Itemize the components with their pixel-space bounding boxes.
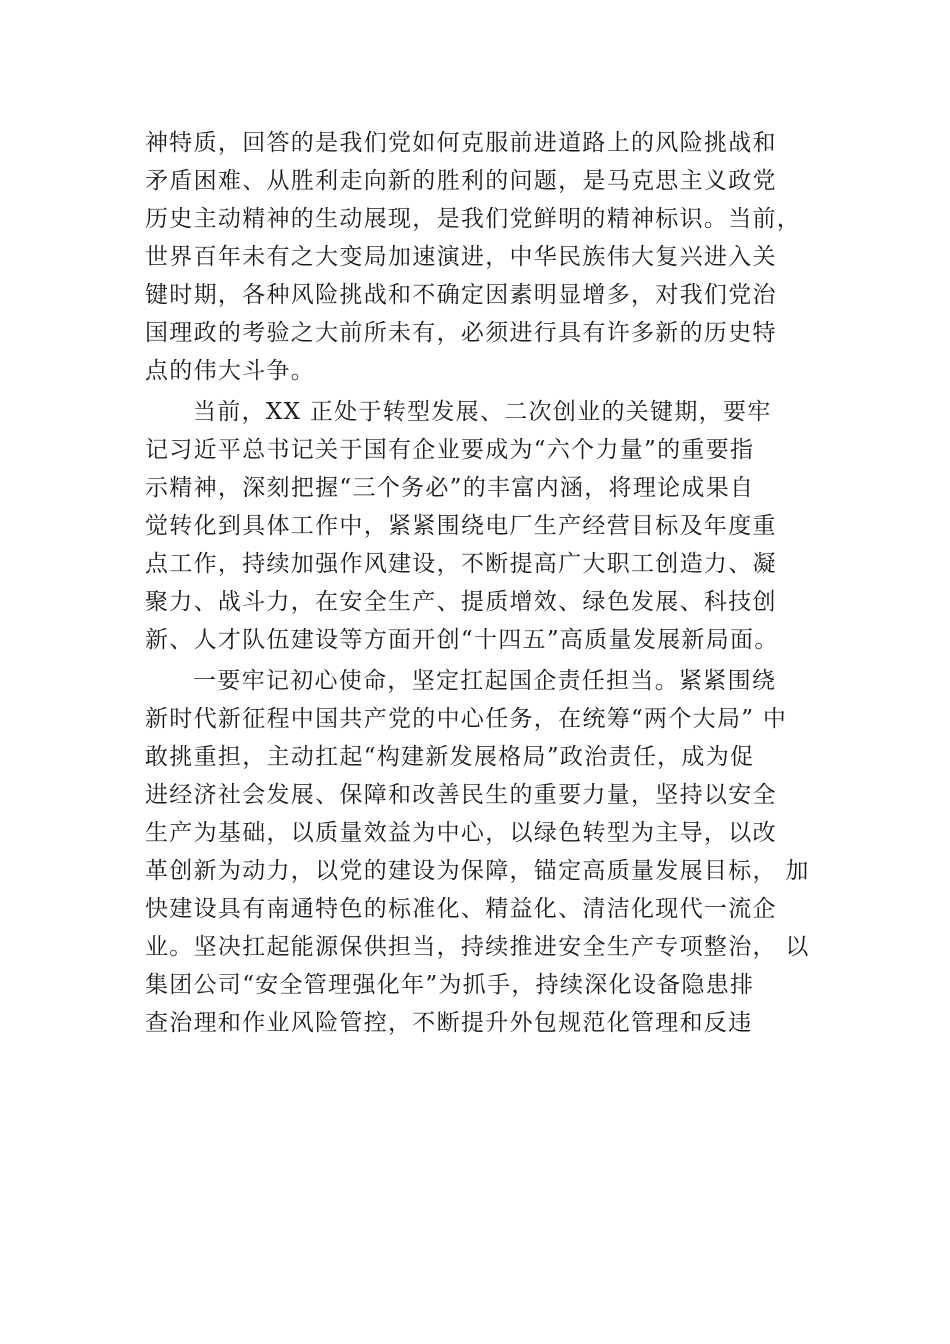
paragraph-2 [145, 393, 810, 659]
text-line: 新、人才队伍建设等方面开创“十四五”高质量发展新局面。 [145, 627, 779, 653]
text-line: 示精神，深刻把握“三个务必”的丰富内涵，将理论成果自 [145, 475, 755, 501]
text-line: 查治理和作业风险管控，不断提升外包规范化管理和反违 [145, 1010, 753, 1036]
text-line: 世界百年未有之大变局加速演进，中华民族伟大复兴进入关 [145, 244, 777, 270]
text-line-first: 一要牢记初心使命，坚定扛起国企责任担当。紧紧围绕 [193, 668, 777, 694]
text-line: 快建设具有南通特色的标准化、精益化、清洁化现代一流企 [145, 896, 777, 922]
text-line: 觉转化到具体工作中，紧紧围绕电厂生产经营目标及年度重 [145, 513, 777, 539]
text-line: 矛盾困难、从胜利走向新的胜利的问题，是马克思主义政党 [145, 168, 777, 194]
text-line: 点工作，持续加强作风建设，不断提高广大职工创造力、凝 [145, 551, 777, 577]
text-line: 敢挑重担，主动扛起“构建新发展格局”政治责任，成为促 [145, 744, 755, 770]
text-line: 革创新为动力，以党的建设为保障，锚定高质量发展目标， 加 [145, 858, 810, 884]
text-line: 历史主动精神的生动展现，是我们党鲜明的精神标识。当前， [145, 206, 802, 232]
text-line: 键时期，各种风险挑战和不确定因素明显增多，对我们党治 [145, 282, 777, 308]
text-line: 进经济社会发展、保障和改善民生的重要力量，坚持以安全 [145, 782, 777, 808]
text-line: 神特质，回答的是我们党如何克服前进道路上的风险挑战和 [145, 130, 777, 156]
text-line: 业。坚决扛起能源保供担当，持续推进安全生产专项整治， 以 [145, 934, 810, 960]
text-line-first: 当前，XX 正处于转型发展、二次创业的关键期，要牢 [193, 399, 772, 425]
document-body [145, 124, 810, 1042]
text-line: 国理政的考验之大前所未有，必须进行具有许多新的历史特 [145, 320, 777, 346]
text-line: 生产为基础，以质量效益为中心，以绿色转型为主导，以改 [145, 820, 777, 846]
paragraph-1 [145, 124, 810, 390]
text-line: 点的伟大斗争。 [145, 358, 316, 384]
text-line: 集团公司“安全管理强化年”为抓手，持续深化设备隐患排 [145, 972, 755, 998]
text-line: 记习近平总书记关于国有企业要成为“六个力量”的重要指 [145, 437, 755, 463]
text-line: 聚力、战斗力，在安全生产、提质增效、绿色发展、科技创 [145, 589, 777, 615]
paragraph-3 [145, 662, 810, 1042]
text-line: 新时代新征程中国共产党的中心任务，在统筹“两个大局” 中 [145, 706, 788, 732]
